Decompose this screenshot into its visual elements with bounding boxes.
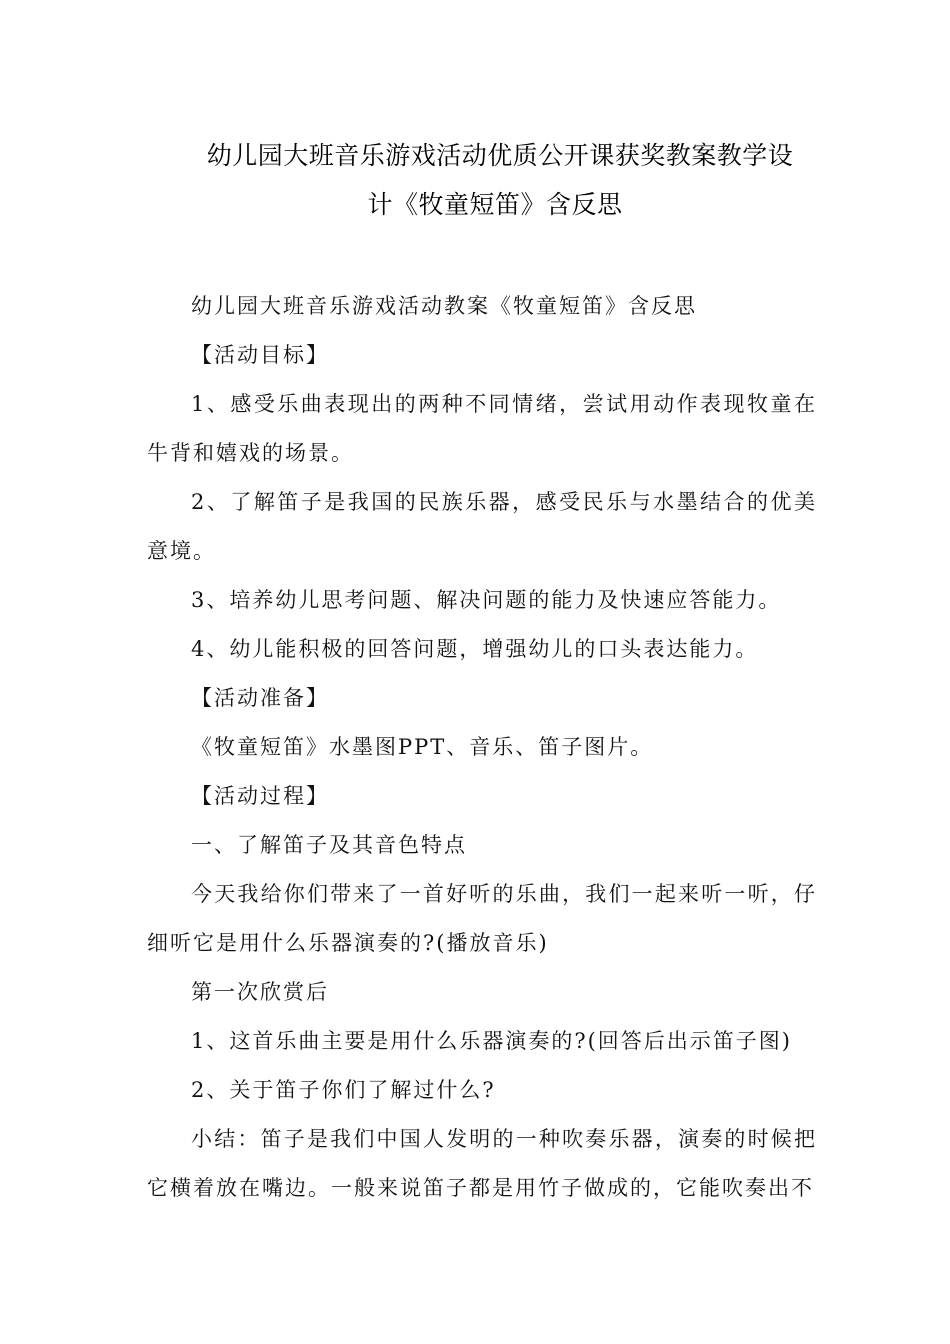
document-title-line-1: 幼儿园大班音乐游戏活动优质公开课获奖教案教学设 [206, 141, 794, 170]
lesson-heading: 幼儿园大班音乐游戏活动教案《牧童短笛》含反思 [191, 294, 697, 318]
section-heading-preparation: 【活动准备】 [191, 686, 329, 710]
section-heading-process: 【活动过程】 [191, 784, 329, 808]
process-paragraph: 第一次欣赏后 [191, 980, 329, 1004]
goal-item: 1、感受乐曲表现出的两种不同情绪，尝试用动作表现牧童在牛背和嬉戏的场景。 [147, 392, 817, 465]
section-heading-goals: 【活动目标】 [191, 343, 329, 367]
process-question: 2、关于笛子你们了解过什么? [191, 1078, 496, 1102]
document-body [147, 282, 817, 1213]
process-step-heading: 一、了解笛子及其音色特点 [191, 833, 467, 857]
process-paragraph: 今天我给你们带来了一首好听的乐曲，我们一起来听一听，仔细听它是用什么乐器演奏的?(播放音乐) [147, 882, 817, 955]
preparation-text: 《牧童短笛》水墨图PPT、音乐、笛子图片。 [191, 735, 654, 759]
process-question: 1、这首乐曲主要是用什么乐器演奏的?(回答后出示笛子图) [191, 1029, 793, 1053]
goal-item: 3、培养幼儿思考问题、解决问题的能力及快速应答能力。 [191, 588, 782, 612]
goal-item: 2、了解笛子是我国的民族乐器，感受民乐与水墨结合的优美意境。 [147, 490, 817, 563]
document-title-line-2: 计《牧童短笛》含反思 [367, 190, 623, 219]
summary-paragraph: 小结：笛子是我们中国人发明的一种吹奏乐器，演奏的时候把它横着放在嘴边。一般来说笛子都是用竹子做成的，它能吹奏出不 [147, 1127, 817, 1200]
goal-item: 4、幼儿能积极的回答问题，增强幼儿的口头表达能力。 [191, 637, 759, 661]
